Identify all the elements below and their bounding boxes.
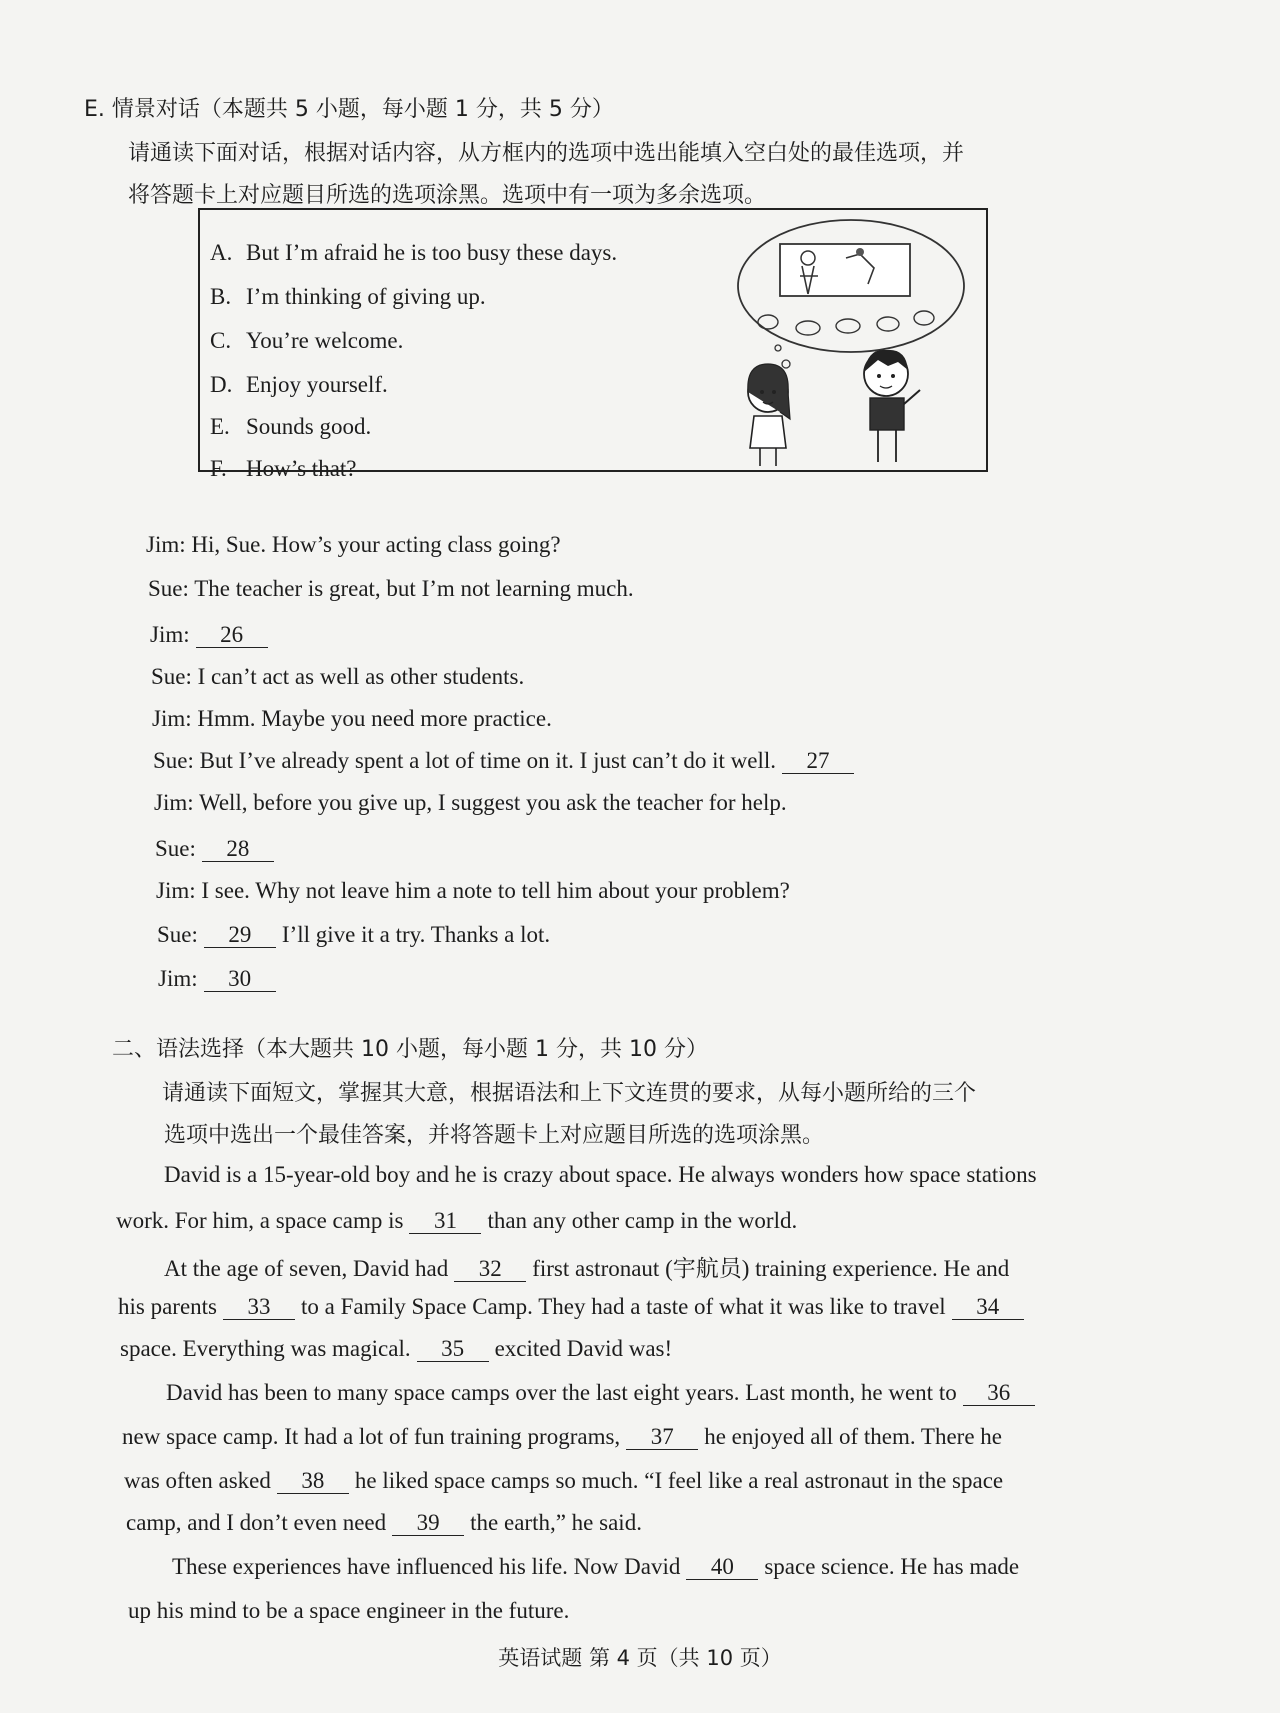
blank-30: 30 (204, 967, 276, 992)
option-b: B. I’m thinking of giving up. (210, 284, 486, 309)
passage-line-1: David is a 15-year-old boy and he is crazy about space. He always wonders how space stations (164, 1162, 1037, 1187)
blank-27: 27 (782, 749, 854, 774)
dialogue-line-2: Sue: The teacher is great, but I’m not learning much. (148, 576, 634, 601)
passage-line-9: camp, and I don’t even need 39 the earth,” he said. (126, 1510, 642, 1535)
blank-39: 39 (392, 1511, 464, 1536)
blank-32: 32 (454, 1257, 526, 1282)
dialogue-line-6: Sue: But I’ve already spent a lot of time on it. I just can’t do it well. 27 (153, 748, 860, 774)
page-footer: 英语试题 第 4 页（共 10 页） (498, 1646, 782, 1670)
passage-line-10: These experiences have influenced his life. Now David 40 space science. He has made (172, 1554, 1020, 1579)
option-d: D. Enjoy yourself. (210, 372, 388, 397)
section-two-heading: 二、语法选择（本大题共 10 小题，每小题 1 分，共 10 分） (112, 1037, 708, 1062)
dialogue-line-9: Jim: I see. Why not leave him a note to tell him about your problem? (156, 878, 790, 903)
dialogue-line-8: Sue: 28 (155, 836, 280, 862)
blank-26: 26 (196, 623, 268, 648)
option-c: C. You’re welcome. (210, 328, 404, 353)
passage-line-2: work. For him, a space camp is 31 than any other camp in the world. (116, 1208, 798, 1233)
section-e-instruction-1: 请通读下面对话，根据对话内容，从方框内的选项中选出能填入空白处的最佳选项，并 (128, 141, 965, 166)
option-f: F. How’s that? (210, 456, 357, 481)
blank-28: 28 (202, 837, 274, 862)
blank-31: 31 (409, 1209, 481, 1234)
passage-line-4: his parents 33 to a Family Space Camp. They had a taste of what it was like to travel 34 (118, 1294, 1030, 1320)
option-a: A. But I’m afraid he is too busy these days. (210, 240, 618, 265)
passage-line-8: was often asked 38 he liked space camps so much. “I feel like a real astronaut in the space (124, 1468, 1004, 1493)
passage-line-7: new space camp. It had a lot of fun training programs, 37 he enjoyed all of them. There he (122, 1424, 1003, 1449)
passage-line-3: At the age of seven, David had 32 first astronaut (宇航员) training experience. He and (164, 1256, 1010, 1281)
dialogue-line-3: Jim: 26 (150, 622, 274, 648)
passage-line-6: David has been to many space camps over the last eight years. Last month, he went to 36 (166, 1380, 1041, 1406)
passage-line-11: up his mind to be a space engineer in the future. (128, 1598, 570, 1623)
blank-40: 40 (686, 1555, 758, 1580)
dialogue-line-1: Jim: Hi, Sue. How’s your acting class going? (146, 532, 561, 557)
dialogue-line-7: Jim: Well, before you give up, I suggest you ask the teacher for help. (154, 790, 787, 815)
section-two-instruction-1: 请通读下面短文，掌握其大意，根据语法和上下文连贯的要求，从每小题所给的三个 (162, 1081, 977, 1106)
dialogue-line-11: Jim: 30 (158, 966, 282, 992)
blank-29: 29 (204, 923, 276, 948)
dialogue-line-5: Jim: Hmm. Maybe you need more practice. (152, 706, 552, 731)
section-e-instruction-2: 将答题卡上对应题目所选的选项涂黑。选项中有一项为多余选项。 (128, 183, 767, 208)
classroom-illustration (728, 214, 978, 466)
blank-38: 38 (277, 1469, 349, 1494)
dialogue-line-4: Sue: I can’t act as well as other students. (151, 664, 525, 689)
blank-37: 37 (626, 1425, 698, 1450)
passage-line-5: space. Everything was magical. 35 excited David was! (120, 1336, 673, 1361)
section-two-instruction-2: 选项中选出一个最佳答案，并将答题卡上对应题目所选的选项涂黑。 (164, 1123, 825, 1148)
blank-35: 35 (417, 1337, 489, 1362)
blank-36: 36 (963, 1381, 1035, 1406)
blank-33: 33 (223, 1295, 295, 1320)
dialogue-line-10: Sue: 29 I’ll give it a try. Thanks a lot. (157, 922, 551, 947)
option-e: E. Sounds good. (210, 414, 372, 439)
blank-34: 34 (952, 1295, 1024, 1320)
section-e-heading: E. 情景对话（本题共 5 小题，每小题 1 分，共 5 分） (84, 97, 614, 122)
